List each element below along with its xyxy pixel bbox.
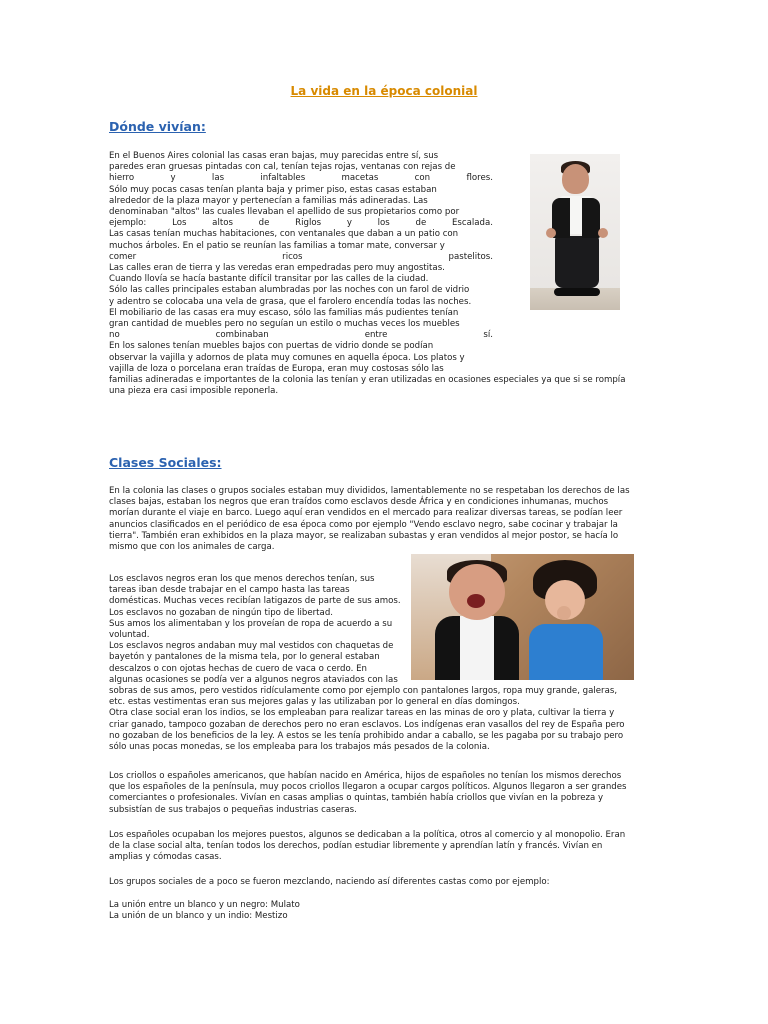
paragraph-espanoles bbox=[109, 830, 657, 864]
text-line: descalzos o con ojotas hechas de cuero de vaca o cerdo. En bbox=[109, 663, 367, 674]
text-line: tierra". También eran exhibidos en la plaza mayor, se realizaban subastas y eran vendidos al mejor postor, se hacía lo bbox=[109, 530, 619, 541]
photo-boy bbox=[530, 154, 620, 310]
text-line: Los españoles ocupaban los mejores puestos, algunos se dedicaban a la política, otros al comercio y al monopolio. Eran bbox=[109, 830, 626, 840]
text-line: no gozaban de los beneficios de la ley. A estos se les tenía prohibido andar a caballo, se les pagaba por su trabajo pero bbox=[109, 730, 624, 741]
text-line: La unión de un blanco y un indio: Mestizo bbox=[109, 911, 288, 922]
text-line: Los esclavos no gozaban de ningún tipo de libertad. bbox=[109, 607, 334, 618]
text-line: morían durante el viaje en barco. Luego aquí eran vendidos en el mercado para realizar diversas tareas, se podían leer bbox=[109, 508, 623, 519]
section-heading-clases: Clases Sociales: bbox=[109, 455, 222, 470]
text-line: hierro y las infaltables macetas con flores. bbox=[109, 173, 493, 184]
text-line: Sólo muy pocas casas tenían planta baja y primer piso, estas casas estaban bbox=[109, 184, 437, 195]
text-line: Otra clase social eran los indios, se los empleaban para realizar tareas en las minas de oro y plata, cultivar la tierra y bbox=[109, 708, 615, 719]
text-line: Sus amos los alimentaban y los proveían de ropa de acuerdo a su bbox=[109, 618, 393, 629]
text-line: Cuando llovía se hacía bastante difícil transitar por las calles de la ciudad. bbox=[109, 274, 429, 285]
text-line: gran cantidad de muebles pero no seguían un estilo o muchas veces los muebles bbox=[109, 319, 460, 330]
paragraph-donde-wide bbox=[109, 375, 657, 397]
text-line: En el Buenos Aires colonial las casas eran bajas, muy parecidas entre sí, sus bbox=[109, 151, 439, 161]
text-line: una pieza era casi imposible reponerla. bbox=[109, 386, 279, 397]
text-line: observar la vajilla y adornos de plata muy comunes en aquella época. Los platos y bbox=[109, 352, 465, 363]
text-line: paredes eran gruesas pintadas con cal, tenían tejas rojas, ventanas con rejas de bbox=[109, 162, 456, 173]
text-line: domésticas. Muchas veces recibían latigazos de parte de sus amos. bbox=[109, 596, 401, 607]
text-line: que los españoles de la península, muy pocos criollos llegaron a ocupar cargos políticos. Algunos llegaron a ser grandes bbox=[109, 782, 627, 793]
text-line: clases bajas, estaban los negros que eran traídos como esclavos desde África y en condiciones inhumanas, muchos bbox=[109, 497, 609, 508]
text-line: denominaban "altos" las cuales llevaban el apellido de sus propietarios como por bbox=[109, 207, 460, 218]
text-line: criar ganado, tampoco gozaban de derechos pero no eran esclavos. Los indígenas eran vasallos del rey de España pero bbox=[109, 719, 625, 730]
text-line: tareas iban desde trabajar en el campo hasta las tareas bbox=[109, 585, 350, 596]
text-line: El mobiliario de las casas era muy escaso, sólo las familias más pudientes tenían bbox=[109, 307, 459, 318]
text-line: sólo unas pocas monedas, se los empleaba para los trabajos más pesados de la colonia. bbox=[109, 742, 490, 753]
text-line: Los grupos sociales de a poco se fueron mezclando, naciendo así diferentes castas como por ejemplo: bbox=[109, 877, 550, 887]
text-line: bayetón y pantalones de la misma tela, por lo general estaban bbox=[109, 652, 380, 663]
text-line: La unión entre un blanco y un negro: Mulato bbox=[109, 900, 300, 910]
text-line: Los esclavos negros eran los que menos derechos tenían, sus bbox=[109, 574, 375, 584]
paragraph-clases-intro bbox=[109, 486, 657, 553]
text-line: vajilla de loza o porcelana eran traídas de Europa, eran muy costosas sólo las bbox=[109, 363, 444, 374]
paragraph-criollos bbox=[109, 771, 657, 816]
text-line: voluntad. bbox=[109, 630, 150, 641]
text-line: ejemplo: Los altos de Riglos y los de Escalada. bbox=[109, 218, 493, 229]
text-line: amplias y cómodas casas. bbox=[109, 852, 222, 863]
text-line: de la clase social alta, tenían todos los derechos, podían estudiar libremente y aprendían latín y francés. Vivían en bbox=[109, 841, 603, 852]
text-line: Las casas tenían muchas habitaciones, con ventanales que daban a un patio con bbox=[109, 229, 459, 240]
photo-children bbox=[411, 554, 634, 680]
text-line: comerciantes o profesionales. Vivían en casas amplias o quintas, también había criollos que vivían en la pobreza y bbox=[109, 793, 604, 804]
paragraph-donde bbox=[109, 151, 493, 375]
text-line: alrededor de la plaza mayor y pertenecían a familias más adineradas. Las bbox=[109, 195, 428, 206]
text-line: En la colonia las clases o grupos sociales estaban muy divididos, lamentablemente no se respetaban los derechos de las bbox=[109, 486, 630, 496]
text-line: Los criollos o españoles americanos, que habían nacido en América, hijos de españoles no tenían los mismos derechos bbox=[109, 771, 622, 781]
text-line: En los salones tenían muebles bajos con puertas de vidrio donde se podían bbox=[109, 341, 434, 352]
paragraph-uniones bbox=[109, 900, 657, 922]
text-line: mismo que con los animales de carga. bbox=[109, 542, 275, 553]
text-line: y adentro se colocaba una vela de grasa, que el farolero encendía todas las noches. bbox=[109, 296, 472, 307]
text-line: anuncios clasificados en el periódico de esa época como por ejemplo "Vendo esclavo negro, sabe cocinar y trabajar la bbox=[109, 519, 618, 530]
paragraph-grupos bbox=[109, 877, 657, 888]
text-line: Los esclavos negros andaban muy mal vestidos con chaquetas de bbox=[109, 641, 394, 652]
text-line: sobras de sus amos, pero vestidos ridículamente como por ejemplo con pantalones largos, ropa muy grande, galeras, bbox=[109, 686, 618, 696]
text-line: familias adineradas e importantes de la colonia las tenían y eran utilizadas en ocasiones especiales ya que si se rompía bbox=[109, 375, 626, 385]
section-heading-donde: Dónde vivían: bbox=[109, 119, 206, 134]
paragraph-esclavos bbox=[109, 574, 409, 686]
text-line: muchos árboles. En el patio se reunían las familias a tomar mate, conversar y bbox=[109, 240, 445, 251]
page-title: La vida en la época colonial bbox=[290, 84, 478, 98]
paragraph-esclavos-wide bbox=[109, 686, 657, 753]
text-line: algunas ocasiones se podía ver a algunos negros ataviados con las bbox=[109, 674, 398, 685]
text-line: etc. estas vestimentas eran sus mejores galas y las utilizaban por lo general en días domingos. bbox=[109, 697, 520, 708]
text-line: Sólo las calles principales estaban alumbradas por las noches con un farol de vidrio bbox=[109, 285, 470, 296]
text-line: Las calles eran de tierra y las veredas eran empedradas pero muy angostitas. bbox=[109, 263, 445, 274]
text-line: subsistían de sus trabajos o pequeñas industrias caseras. bbox=[109, 804, 357, 815]
text-line: no combinaban entre sí. bbox=[109, 330, 493, 341]
text-line: comer ricos pastelitos. bbox=[109, 251, 493, 262]
